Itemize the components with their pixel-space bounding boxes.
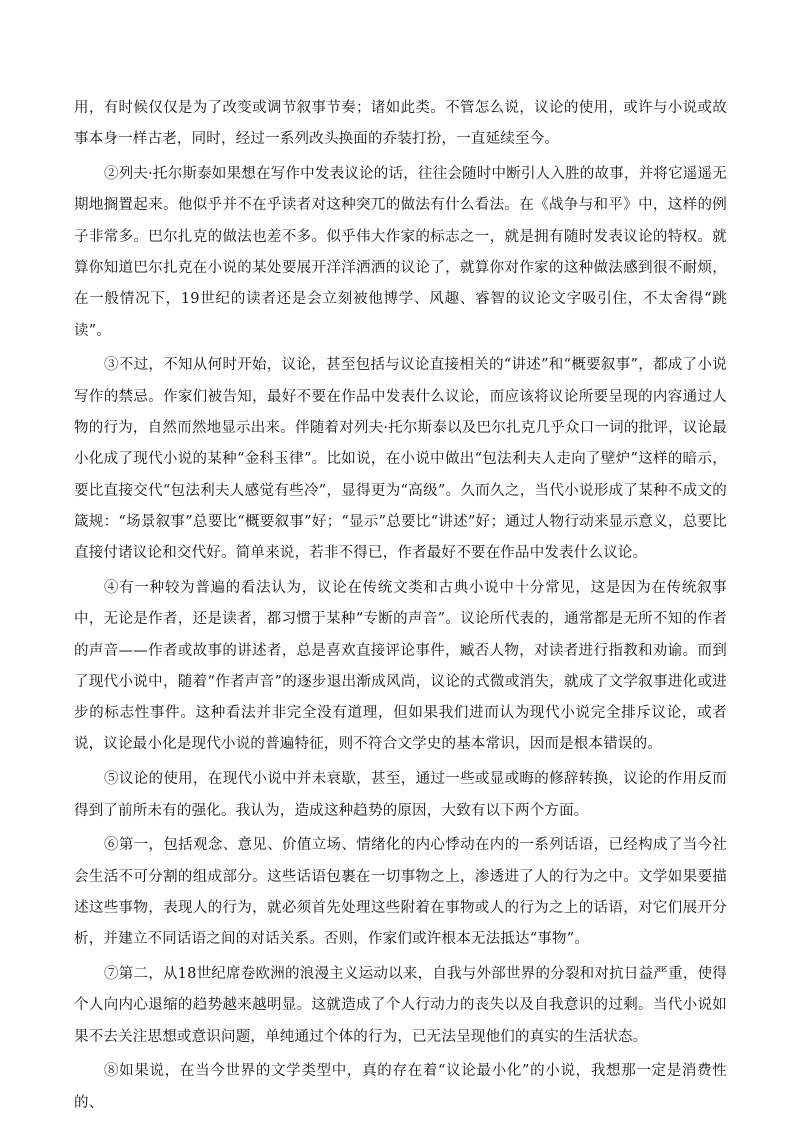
paragraph-7: ⑦第二，从18世纪席卷欧洲的浪漫主义运动以来，自我与外部世界的分裂和对抗日益严重，使得个人向内心退缩的趋势越来越明显。这就造成了个人行动力的丧失以及自我意识的过剩。当代小说如果不去关注思想或意识问题，单纯通过个体的行为，已无法呈现他们的真实的生活状态。 (74, 966, 727, 1045)
paragraph-continuation: 用，有时候仅仅是为了改变或调节叙事节奏；诸如此类。不管怎么说，议论的使用，或许与小说或故事本身一样古老，同时，经过一系列改头换面的乔装打扮，一直延续至今。 (74, 100, 727, 148)
paragraph-5: ⑤议论的使用，在现代小说中并未衰歇，甚至，通过一些或显或晦的修辞转换，议论的作用反而得到了前所未有的强化。我认为，造成这种趋势的原因，大致有以下两个方面。 (74, 771, 727, 819)
paragraph-2: ②列夫·托尔斯泰如果想在写作中发表议论的话，往往会随时中断引人入胜的故事，并将它遥遥无期地搁置起来。他似乎并不在乎读者对这种突兀的做法有什么看法。在《战争与和平》中，这样的例子非常多。巴尔扎克的做法也差不多。似乎伟大作家的标志之一，就是拥有随时发表议论的特权。就算你知道巴尔扎克在小说的某处要展开洋洋洒洒的议论了，就算你对作家的这种做法感到很不耐烦，在一般情况下，19世纪的读者还是会立刻被他博学、风趣、睿智的议论文字吸引住，不太舍得“跳读”。 (74, 166, 727, 339)
paragraph-6: ⑥第一，包括观念、意见、价值立场、情绪化的内心悸动在内的一系列话语，已经构成了当今社会生活不可分割的组成部分。这些话语包裹在一切事物之上，渗透进了人的行为之中。文学如果要描述这些事物，表现人的行为，就必须首先处理这些附着在事物或人的行为之上的话语，对它们展开分析，并建立不同话语之间的对话关系。否则，作家们或许根本无法抵达“事物”。 (74, 837, 727, 948)
paragraph-8: ⑧如果说，在当今世界的文学类型中，真的存在着“议论最小化”的小说，我想那一定是消费性的、 (74, 1063, 727, 1111)
paragraph-3: ③不过，不知从何时开始，议论，甚至包括与议论直接相关的“讲述”和“概要叙事”，都成了小说写作的禁忌。作家们被告知，最好不要在作品中发表什么议论，而应该将议论所要呈现的内容通过人物的行为，自然而然地显示出来。伴随着对列夫·托尔斯泰以及巴尔扎克几乎众口一词的批评，议论最小化成了现代小说的某种“金科玉律”。比如说，在小说中做出“包法利夫人走向了壁炉”这样的暗示，要比直接交代“包法利夫人感觉有些冷”，显得更为“高级”。久而久之，当代小说形成了某种不成文的箴规：“场景叙事”总要比“概要叙事”好；“显示”总要比“讲述”好；通过人物行动来显示意义，总要比直接付诸议论和交代好。简单来说，若非不得已，作者最好不要在作品中发表什么议论。 (74, 357, 727, 562)
paragraph-4: ④有一种较为普遍的看法认为，议论在传统文类和古典小说中十分常见，这是因为在传统叙事中，无论是作者，还是读者，都习惯于某种“专断的声音”。议论所代表的，通常都是无所不知的作者的声音——作者或故事的讲述者，总是喜欢直接评论事件，臧否人物，对读者进行指教和劝谕。而到了现代小说中，随着“作者声音”的逐步退出渐成风尚，议论的式微或消失，就成了文学叙事进化或进步的标志性事件。这种看法并非完全没有道理，但如果我们进而认为现代小说完全排斥议论，或者说，议论最小化是现代小说的普遍特征，则不符合文学史的基本常识，因而是根本错误的。 (74, 579, 727, 753)
document-body (74, 93, 727, 1123)
